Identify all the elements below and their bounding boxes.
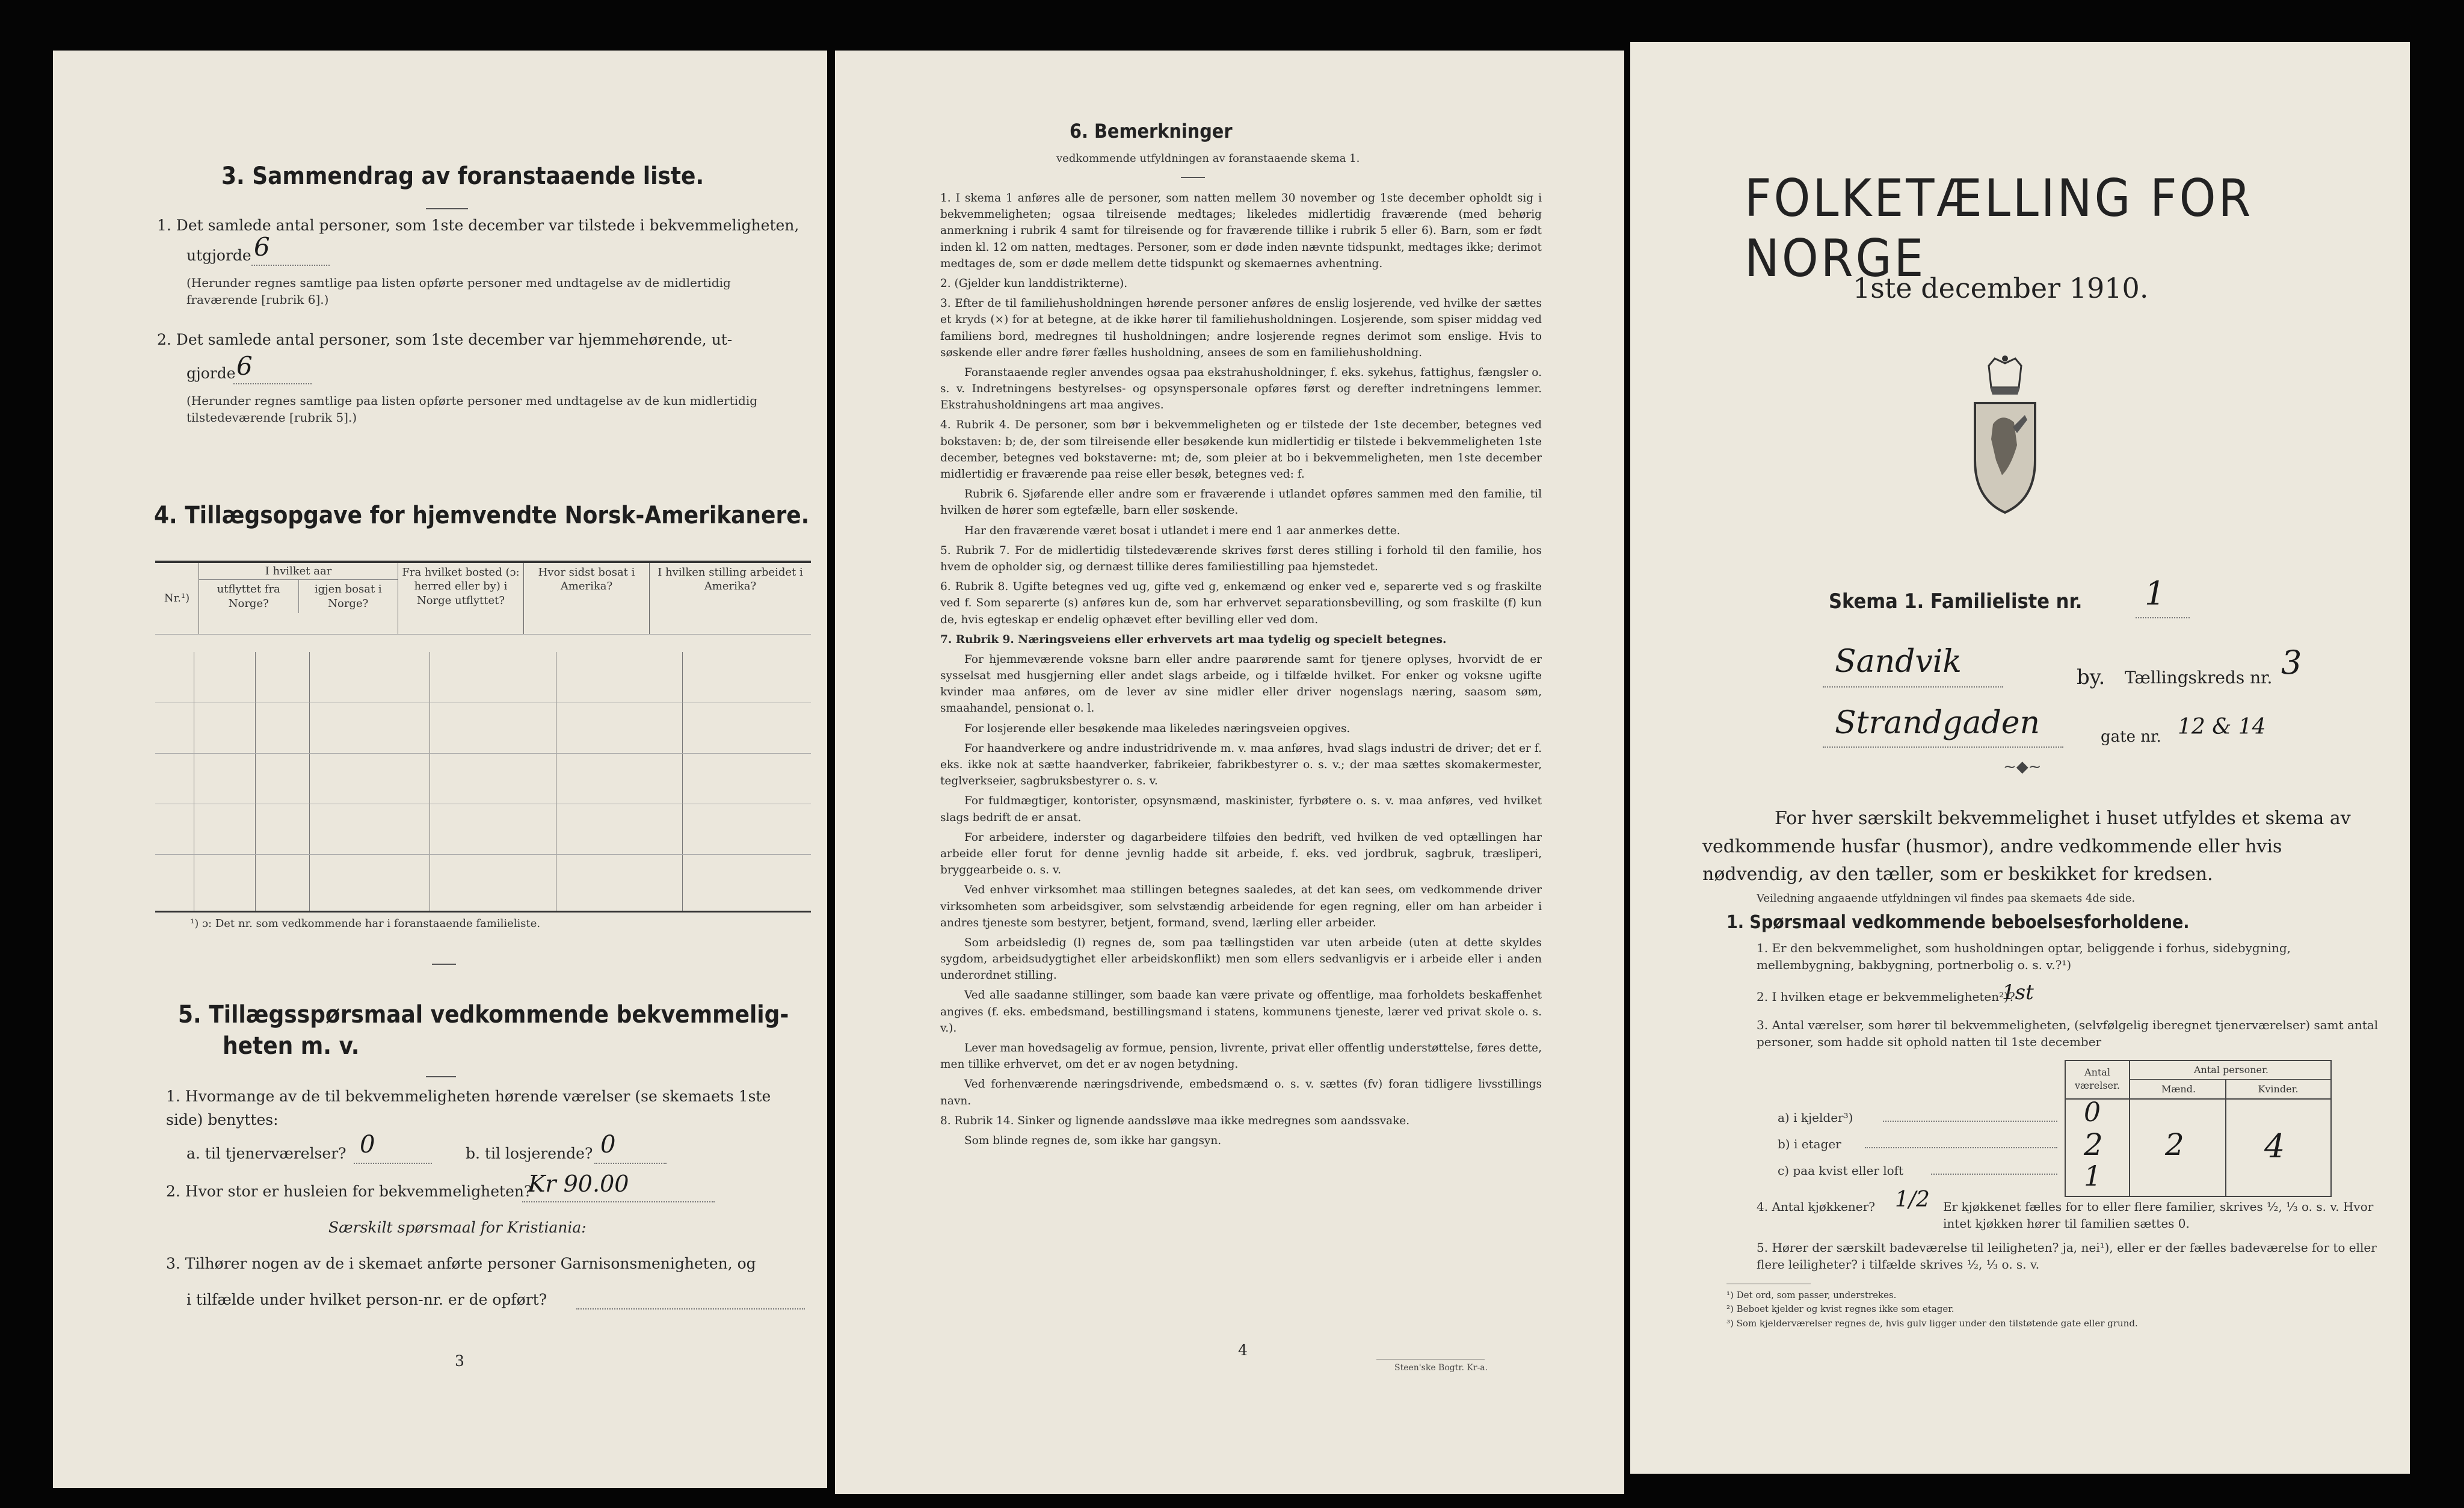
- cover-q1: 1. Er den bekvemmelighet, som husholdningen optar, beliggende i forhus, sidebygning, mellembygning, bakbygning, portnerbolig o. s. v.?¹): [1757, 941, 2291, 972]
- remark-6: 6. Rubrik 8. Ugifte betegnes ved ug, gifte ved g, enkemænd og enker ved e, separerte ved s og fraskilte ved f. Som separerte (s) anføres kun de, som har erhvervet separationsbevilling, og som fraskilte (f) kun de, hvis egteskap er endelig ophævet efter bevilling eller ved dom.: [940, 580, 1542, 626]
- row-b-label: b) i etager: [1778, 1137, 1841, 1151]
- remark-7c: For haandverkere og andre industridrivende m. v. maa anføres, hvad slags industri de driver; det er f. eks. ikke nok at sætte haandverker, fabrikeier, fabrikbestyrer o. s. v.; der maa sættes skomakermester, teglverkseier, sagbruksbestyrer o. s. v.: [940, 742, 1542, 788]
- cover-q2-value[interactable]: 1st: [2002, 980, 2034, 1005]
- remark-7b: For losjerende eller besøkende maa likeledes næringsveien opgives.: [964, 722, 1351, 735]
- intro-text: For hver særskilt bekvemmelighet i huset utfyldes et skema av vedkommende husfar (husmor), andre vedkommende eller hvis nødvendig, av den tæller, som er beskikket for kredsen.: [1702, 808, 2351, 885]
- coat-of-arms-icon: [1960, 355, 2050, 517]
- page-4: [835, 51, 1624, 1494]
- gate-nr[interactable]: 12 & 14: [2178, 715, 2266, 739]
- remark-3b: Foranstaaende regler anvendes ogsaa paa ekstrahusholdninger, f. eks. sykehus, fattighus, fængsler o. s. v. Indretningens bestyrelses- og opsynspersonale opføres først og derefter indretningens lemmer. Ekstrahusholdningens art maa angives.: [940, 366, 1542, 412]
- familieliste-nr[interactable]: 1: [2145, 574, 2166, 612]
- section-1-title: 1. Spørsmaal vedkommende beboelsesforholdene.: [1726, 912, 2190, 933]
- remark-8b: Som blinde regnes de, som ikke har gangsyn.: [964, 1134, 1222, 1147]
- remark-8: 8. Rubrik 14. Sinker og lignende aandssløve maa ikke medregnes som aandssvake.: [940, 1114, 1410, 1127]
- skema-label: Skema 1. Familieliste nr.: [1829, 589, 2083, 614]
- cover-q4-rest: Er kjøkkenet fælles for to eller flere familier, skrives ½, ⅓ o. s. v. Hvor intet kjøkken hører til familien sættes 0.: [1943, 1199, 2374, 1231]
- q1-label: utgjorde: [186, 247, 251, 264]
- norsk-amerikanere-table: [155, 563, 811, 635]
- col-stilling: I hvilken stilling arbeidet i Amerika?: [650, 563, 812, 634]
- remark-7e: For arbeidere, inderster og dagarbeidere tilføies den bedrift, ved hvilken de ved optællingen har arbeide eller forut for denne jevnlig hadde sit arbeide, f. eks. ved jordbruk, sagbruk, træsliperi, bryggearbeide o. s. v.: [940, 831, 1542, 877]
- s5-q1: 1. Hvormange av de til bekvemmeligheten hørende værelser (se skemaets 1ste side) benyttes:: [166, 1088, 771, 1128]
- kreds-label: Tællingskreds nr.: [2125, 668, 2273, 688]
- col-nr: Nr.¹): [155, 563, 199, 634]
- remark-5: 5. Rubrik 7. For de midlertidig tilstedeværende skrives først deres stilling i forhold til den familie, hos hvem de opholder sig, og dernæst tillike deres familiestilling paa hjemstedet.: [940, 544, 1542, 573]
- remark-7j: Ved forhenværende næringsdrivende, embedsmænd o. s. v. sættes (fv) foran tidligere livsstillings navn.: [940, 1078, 1542, 1107]
- page-number: 4: [1238, 1341, 1248, 1359]
- kristiania-subtitle: Særskilt spørsmaal for Kristiania:: [328, 1219, 587, 1236]
- s5-q2: 2. Hvor stor er husleien for bekvemmeligheten?: [166, 1183, 532, 1200]
- col-antal-vaerelser: Antal værelser.: [2075, 1066, 2120, 1091]
- s5-q3: 3. Tilhører nogen av de i skemaet anførte personer Garnisonsmenigheten, og: [166, 1255, 756, 1272]
- q1-text: 1. Det samlede antal personer, som 1ste december var tilstede i bekvemmeligheten,: [157, 217, 799, 234]
- remark-3: 3. Efter de til familiehusholdningen hørende personer anføres de enslig losjerende, ved hvilke der sættes et kryds (×) for at betegne, at de ikke hører til familiehusholdningen. Losjerende, som spiser middag ved familiens bord, medregnes til husholdningen; andre losjerende regnes derimot som enslige. Hvis to søskende eller andre fører fælles husholdning, ansees de som en familiehusholdning.: [940, 297, 1542, 359]
- remark-7a: For hjemmeværende voksne barn eller andre paarørende samt for tjenere oplyses, hvorvidt de er sysselsat med husgjerning eller andet slags arbeide, og i tilfælde hvilket. For enker og voksne ugifte kvinder maa anføres, om de lever av sine midler eller driver nogenslags næring, saasom søm, smaahandel, pensionat o. l.: [940, 653, 1542, 715]
- q1-value[interactable]: 6: [254, 232, 270, 262]
- section-3-title: 3. Sammendrag av foranstaaende liste.: [221, 162, 704, 190]
- remark-7h: Ved alle saadanne stillinger, som baade kan være private og offentlige, maa forholdets beskaffenhet angives (f. eks. embedsmand, bestillingsmand i statens, kommunens tjeneste, lærer ved privat skole o. s. v.).: [940, 989, 1542, 1035]
- s5-q1a-value[interactable]: 0: [360, 1131, 375, 1159]
- footnote-1: ¹) Det ord, som passer, understrekes.: [1726, 1290, 1897, 1300]
- s5-q3b: i tilfælde under hvilket person-nr. er de opført?: [186, 1291, 547, 1308]
- col-kvinder: Kvinder.: [2258, 1083, 2299, 1095]
- cover-page: [1630, 42, 2410, 1474]
- remarks-title: 6. Bemerkninger: [1070, 120, 1233, 143]
- col-maend: Mænd.: [2161, 1083, 2196, 1095]
- row-c-rooms[interactable]: 1: [2084, 1160, 2102, 1192]
- row-b-women[interactable]: 4: [2264, 1127, 2285, 1165]
- col-aar-group: [199, 563, 398, 634]
- remark-4b: Rubrik 6. Sjøfarende eller andre som er fraværende i utlandet opføres sammen med den familie, til hvilken de hører som egtefælle, barn eller søskende.: [940, 488, 1542, 517]
- table-footnote: ¹) ɔ: Det nr. som vedkommende har i foranstaaende familieliste.: [190, 917, 541, 930]
- section-5-title-2: heten m. v.: [223, 1032, 360, 1060]
- printer-mark: Steen'ske Bogtr. Kr-a.: [1394, 1363, 1488, 1373]
- kreds-value[interactable]: 3: [2281, 644, 2302, 682]
- row-b-rooms[interactable]: 2: [2084, 1127, 2103, 1162]
- section-4-title: 4. Tillægsopgave for hjemvendte Norsk-Amerikanere.: [154, 502, 810, 529]
- col-utflyttet: utflyttet fra Norge?: [217, 583, 280, 610]
- col-antal-personer: Antal personer.: [2194, 1064, 2268, 1076]
- footnote-3: ³) Som kjelderværelser regnes de, hvis gulv ligger under den tilstøtende gate eller grund.: [1726, 1317, 2138, 1329]
- q2-line: [233, 383, 312, 384]
- s5-q2-value[interactable]: Kr 90.00: [528, 1171, 629, 1197]
- col-amerika: Hvor sidst bosat i Amerika?: [524, 563, 650, 634]
- q2-note: (Herunder regnes samtlige paa listen opførte personer med undtagelse av de kun midlertidig tilstedeværende [rubrik 5].): [186, 393, 758, 425]
- col-bosted: Fra hvilket bosted (ɔ: herred eller by) i Norge utflyttet?: [398, 563, 524, 634]
- q2-value[interactable]: 6: [236, 351, 253, 381]
- cover-q4-value[interactable]: 1/2: [1895, 1187, 1930, 1212]
- footnote-2: ²) Beboet kjelder og kvist regnes ikke som etager.: [1726, 1303, 1954, 1315]
- remark-4: 4. Rubrik 4. De personer, som bør i bekvemmeligheten og er tilstede der 1ste december, betegnes ved bokstaven: b; de, der som tilreisende eller besøkende kun midlertidig er tilstede i bekvemmeligheten 1ste december, betegnes ved bokstaverne: mt; de, som pleier at bo i bekvemmeligheten, men 1ste december midlertidig er fraværende paa reise eller besøk, betegnes ved: f.: [940, 419, 1542, 481]
- cover-q2: 2. I hvilken etage er bekvemmeligheten²)?: [1757, 989, 2015, 1004]
- page-3: [53, 51, 827, 1488]
- row-c-label: c) paa kvist eller loft: [1778, 1163, 1904, 1178]
- col-bosat: igjen bosat i Norge?: [298, 580, 398, 613]
- census-title: FOLKETÆLLING FOR NORGE: [1745, 168, 2253, 289]
- remark-1: 1. I skema 1 anføres alle de personer, som natten mellem 30 november og 1ste december opholdt sig i bekvemmeligheten; ogsaa tilreisende medtages; likeledes midlertidig fraværende (med behørig anmerkning i rubrik 4 samt for tilreisende og for fraværende tillike i rubrik 5 eller 6). Barn, som er født inden kl. 12 om natten, medtages. Personer, som er døde inden nævnte tidspunkt, medtages ikke; derimot medtages de, som er døde mellem dette tidspunkt og skemaernes avhentning.: [940, 192, 1542, 270]
- remark-7d: For fuldmægtiger, kontorister, opsynsmænd, maskinister, fyrbøtere o. s. v. maa anføres, ved hvilket slags bedrift de er ansat.: [940, 795, 1542, 824]
- remarks-body: [940, 190, 1542, 1153]
- gate-value[interactable]: Strandgaden: [1835, 705, 2040, 741]
- divider: [426, 208, 468, 209]
- s5-q1b: b. til losjerende?: [466, 1145, 593, 1162]
- remarks-subtitle: vedkommende utfyldningen av foranstaaende skema 1.: [1056, 152, 1360, 165]
- remark-7g: Som arbeidsledig (l) regnes de, som paa tællingstiden var uten arbeide (uten at dette skyldes sygdom, arbeidsudygtighet eller arbeidskonflikt) men som ellers sedvanligvis er i arbeide eller i anden underordnet stilling.: [940, 936, 1542, 982]
- section-5-title-1: 5. Tillægsspørsmaal vedkommende bekvemmelig-: [178, 1001, 789, 1029]
- by-label: by.: [2077, 665, 2105, 689]
- cover-footnotes: [1726, 1288, 2138, 1331]
- s5-q1a: a. til tjenerværelser?: [186, 1145, 346, 1162]
- row-b-men[interactable]: 2: [2165, 1127, 2184, 1162]
- cover-q3: 3. Antal værelser, som hører til bekvemmeligheten, (selvfølgelig iberegnet tjenerværelser) samt antal personer, som hadde sit ophold natten til 1ste december: [1757, 1018, 2379, 1049]
- q1-note: (Herunder regnes samtlige paa listen opførte personer med undtagelse av de midlertidig fraværende [rubrik 6].): [186, 275, 731, 307]
- page-number: 3: [455, 1352, 464, 1370]
- remark-2: 2. (Gjelder kun landdistrikterne).: [940, 277, 1128, 290]
- remark-7f: Ved enhver virksomhet maa stillingen betegnes saaledes, at det kan sees, om vedkommende driver virksomheten som arbeidsgiver, som selvstændig arbeidende for egen regning, eller om han arbeider i andres tjeneste som bestyrer, betjent, formand, svend, lærling eller arbeider.: [940, 884, 1542, 929]
- cover-q5: 5. Hører der særskilt badeværelse til leiligheten? ja, nei¹), eller er der fælles badeværelse for to eller flere leiligheter? i tilfælde skrives ½, ⅓ o. s. v.: [1757, 1240, 2377, 1272]
- gate-label: gate nr.: [2101, 728, 2161, 746]
- rooms-table: [2065, 1060, 2332, 1197]
- q2-text: 2. Det samlede antal personer, som 1ste december var hjemmehørende, ut-: [157, 331, 733, 348]
- ornament: ~◆~: [2003, 758, 2042, 776]
- by-value[interactable]: Sandvik: [1835, 644, 1962, 680]
- remark-7: 7. Rubrik 9. Næringsveiens eller erhvervets art maa tydelig og specielt betegnes.: [940, 633, 1447, 646]
- q2-label: gjorde: [186, 365, 236, 382]
- col-aar-header: I hvilket aar: [199, 563, 398, 580]
- intro-small: Veiledning angaaende utfyldningen vil findes paa skemaets 4de side.: [1757, 892, 2136, 905]
- cover-q4: 4. Antal kjøkkener?: [1757, 1199, 1875, 1214]
- row-a-rooms[interactable]: 0: [2084, 1097, 2101, 1128]
- s5-q1b-value[interactable]: 0: [600, 1131, 616, 1159]
- remark-7i: Lever man hovedsagelig av formue, pension, livrente, privat eller offentlig understøttelse, føres dette, men tillike erhvervet, om det er av nogen betydning.: [940, 1042, 1542, 1071]
- q1-line: [251, 264, 330, 266]
- table-body: [155, 652, 811, 912]
- remark-4c: Har den fraværende været bosat i utlandet i mere end 1 aar anmerkes dette.: [964, 524, 1400, 537]
- row-a-label: a) i kjelder³): [1778, 1110, 1853, 1125]
- census-date: 1ste december 1910.: [1853, 272, 2149, 304]
